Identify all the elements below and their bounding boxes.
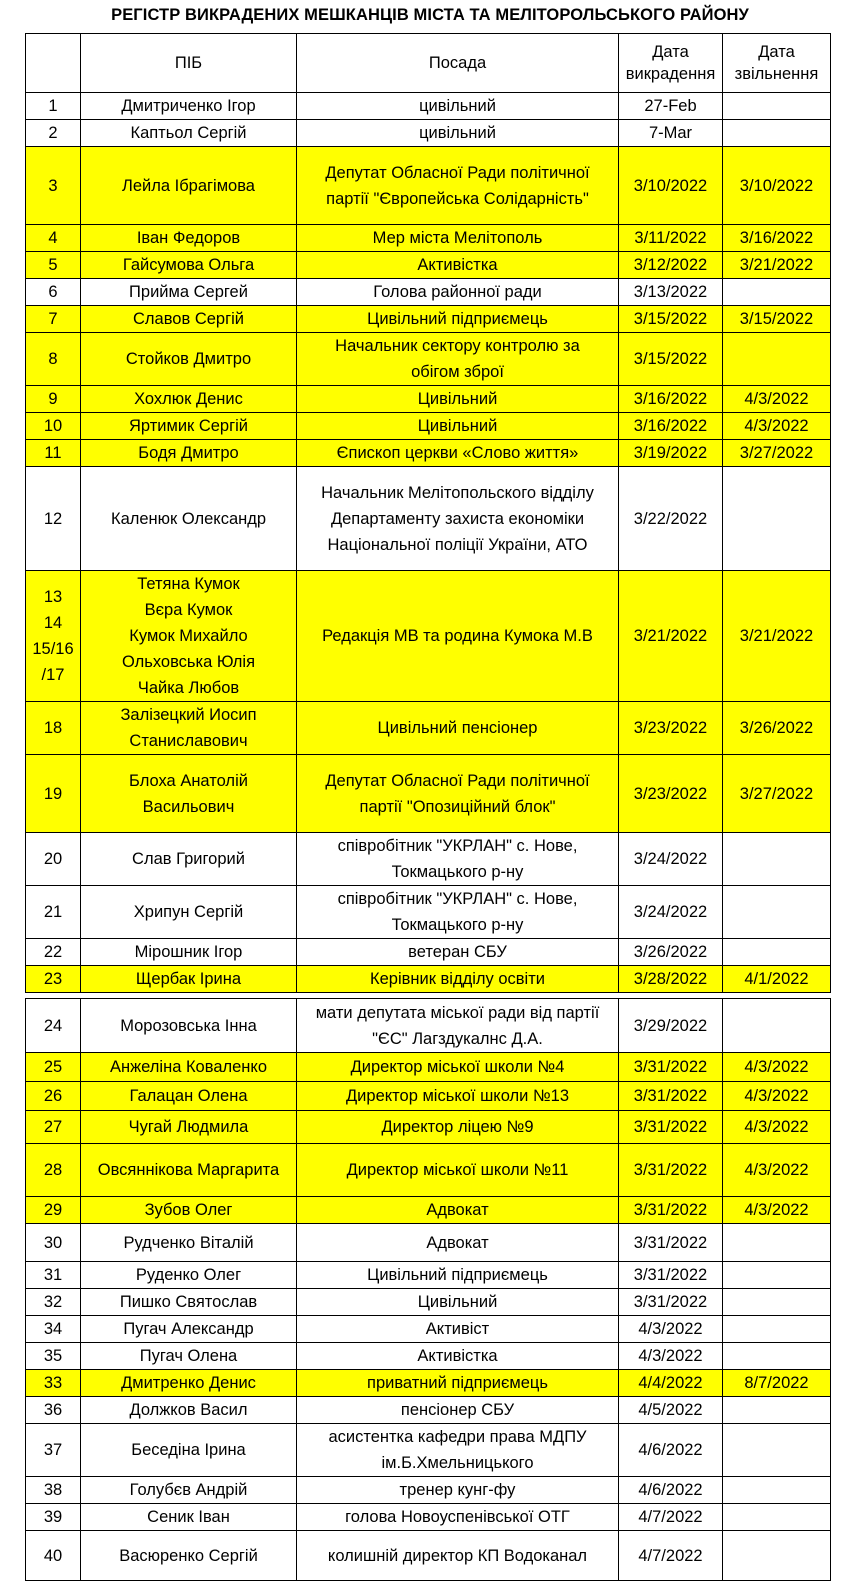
cell-date-abducted: 3/10/2022 (619, 147, 723, 225)
cell-date-released (723, 279, 831, 306)
cell-name: Лейла Ібрагімова (81, 147, 297, 225)
cell-name: Прийма Сергей (81, 279, 297, 306)
cell-date-released: 4/3/2022 (723, 1197, 831, 1224)
cell-position: колишній директор КП Водоканал (297, 1531, 619, 1581)
table-row (26, 1397, 831, 1424)
header-date-released: Дата звільнення (723, 34, 831, 93)
cell-name: Хохлюк Денис (81, 386, 297, 413)
abductees-table (25, 33, 831, 1581)
table-row (26, 1531, 831, 1581)
cell-date-abducted: 3/31/2022 (619, 1197, 723, 1224)
cell-date-abducted: 4/3/2022 (619, 1316, 723, 1343)
cell-name: Каптьол Сергій (81, 120, 297, 147)
cell-date-abducted: 3/31/2022 (619, 1262, 723, 1289)
cell-date-released: 3/10/2022 (723, 147, 831, 225)
cell-position: співробітник "УКРЛАН" с. Нове, Токмацького р-ну (297, 833, 619, 886)
cell-no: 10 (26, 413, 81, 440)
cell-no: 27 (26, 1111, 81, 1144)
cell-position: Директор ліцею №9 (297, 1111, 619, 1144)
cell-position: Директор міської школи №11 (297, 1144, 619, 1197)
table-row (26, 440, 831, 467)
table-row (26, 386, 831, 413)
page-title: РЕГІСТР ВИКРАДЕНИХ МЕШКАНЦІВ МІСТА ТА МЕЛІТОРОЛЬСЬКОГО РАЙОНУ (111, 6, 749, 24)
cell-position: Цивільний (297, 386, 619, 413)
cell-name: Рудченко Віталій (81, 1224, 297, 1262)
cell-date-released: 4/1/2022 (723, 966, 831, 993)
cell-date-released: 3/27/2022 (723, 755, 831, 833)
cell-no: 37 (26, 1424, 81, 1477)
cell-date-abducted: 4/4/2022 (619, 1370, 723, 1397)
cell-no: 40 (26, 1531, 81, 1581)
cell-name: Блоха Анатолій Васильович (81, 755, 297, 833)
cell-name: Голубєв Андрій (81, 1477, 297, 1504)
cell-name: Галацан Олена (81, 1082, 297, 1111)
cell-name: Щербак Ірина (81, 966, 297, 993)
table-row (26, 93, 831, 120)
cell-name: Пишко Святослав (81, 1289, 297, 1316)
cell-position: цивільний (297, 120, 619, 147)
cell-date-abducted: 3/31/2022 (619, 1111, 723, 1144)
cell-no: 25 (26, 1053, 81, 1082)
table-row (26, 1144, 831, 1197)
cell-name: Руденко Олег (81, 1262, 297, 1289)
cell-position: ветеран СБУ (297, 939, 619, 966)
cell-date-released (723, 1397, 831, 1424)
cell-date-abducted: 3/19/2022 (619, 440, 723, 467)
cell-position: Цивільний (297, 1289, 619, 1316)
cell-date-released (723, 939, 831, 966)
cell-date-abducted: 3/15/2022 (619, 306, 723, 333)
cell-name: Сеник Іван (81, 1504, 297, 1531)
cell-no: 19 (26, 755, 81, 833)
cell-date-abducted: 3/21/2022 (619, 571, 723, 702)
table-row (26, 306, 831, 333)
cell-date-released: 3/21/2022 (723, 252, 831, 279)
cell-date-abducted: 3/26/2022 (619, 939, 723, 966)
cell-position: Активістка (297, 1343, 619, 1370)
cell-position: Директор міської школи №13 (297, 1082, 619, 1111)
table-row (26, 1224, 831, 1262)
cell-date-released: 8/7/2022 (723, 1370, 831, 1397)
cell-date-released: 4/3/2022 (723, 413, 831, 440)
cell-position: Керівник відділу освіти (297, 966, 619, 993)
cell-date-released (723, 1424, 831, 1477)
cell-date-abducted: 4/7/2022 (619, 1531, 723, 1581)
table-row (26, 1262, 831, 1289)
cell-date-released (723, 1289, 831, 1316)
table-row (26, 147, 831, 225)
cell-position: пенсіонер СБУ (297, 1397, 619, 1424)
cell-position: Мер міста Мелітополь (297, 225, 619, 252)
cell-position: Адвокат (297, 1224, 619, 1262)
table-row (26, 333, 831, 386)
cell-date-abducted: 3/31/2022 (619, 1289, 723, 1316)
cell-no: 11 (26, 440, 81, 467)
cell-no: 22 (26, 939, 81, 966)
cell-date-released (723, 467, 831, 571)
cell-date-abducted: 3/12/2022 (619, 252, 723, 279)
cell-name: Беседіна Ірина (81, 1424, 297, 1477)
cell-position: Начальник сектору контролю за обігом зброї (297, 333, 619, 386)
cell-date-abducted: 3/28/2022 (619, 966, 723, 993)
cell-position: Єпископ церкви «Слово життя» (297, 440, 619, 467)
cell-no: 18 (26, 702, 81, 755)
table-row (26, 1289, 831, 1316)
cell-no: 34 (26, 1316, 81, 1343)
cell-date-abducted: 3/31/2022 (619, 1144, 723, 1197)
cell-position: Цивільний (297, 413, 619, 440)
cell-no: 33 (26, 1370, 81, 1397)
cell-date-abducted: 3/16/2022 (619, 413, 723, 440)
table-row (26, 571, 831, 702)
cell-date-abducted: 3/31/2022 (619, 1053, 723, 1082)
cell-date-abducted: 4/6/2022 (619, 1477, 723, 1504)
table-row (26, 966, 831, 993)
cell-no: 13 14 15/16 /17 (26, 571, 81, 702)
cell-name: Овсяннікова Маргарита (81, 1144, 297, 1197)
cell-name: Яртимик Сергій (81, 413, 297, 440)
table-row (26, 939, 831, 966)
cell-date-abducted: 3/16/2022 (619, 386, 723, 413)
cell-name: Іван Федоров (81, 225, 297, 252)
cell-date-released (723, 1262, 831, 1289)
cell-position: мати депутата міської ради від партії "ЄС" Лагздукалнс Д.А. (297, 999, 619, 1053)
header-name: ПІБ (81, 34, 297, 93)
cell-no: 36 (26, 1397, 81, 1424)
table-row (26, 833, 831, 886)
cell-date-released (723, 1343, 831, 1370)
cell-date-released (723, 1504, 831, 1531)
cell-date-released (723, 1224, 831, 1262)
cell-position: Депутат Обласної Ради політичної партії "Опозиційний блок" (297, 755, 619, 833)
cell-date-released: 3/16/2022 (723, 225, 831, 252)
cell-name: Васюренко Сергій (81, 1531, 297, 1581)
cell-name: Чугай Людмила (81, 1111, 297, 1144)
cell-date-released (723, 1316, 831, 1343)
cell-date-abducted: 4/6/2022 (619, 1424, 723, 1477)
cell-no: 32 (26, 1289, 81, 1316)
cell-no: 30 (26, 1224, 81, 1262)
cell-position: голова Новоуспенівської ОТГ (297, 1504, 619, 1531)
cell-date-abducted: 3/31/2022 (619, 1082, 723, 1111)
cell-position: Цивільний пенсіонер (297, 702, 619, 755)
cell-date-abducted: 3/11/2022 (619, 225, 723, 252)
cell-no: 5 (26, 252, 81, 279)
cell-date-released: 4/3/2022 (723, 386, 831, 413)
table-row (26, 1053, 831, 1082)
cell-date-released (723, 833, 831, 886)
table-row (26, 279, 831, 306)
cell-date-released (723, 1477, 831, 1504)
cell-position: цивільний (297, 93, 619, 120)
cell-no: 29 (26, 1197, 81, 1224)
cell-date-abducted: 3/24/2022 (619, 833, 723, 886)
cell-position: Начальник Мелітопольского відділу Департаменту захиста економіки Національної поліції України, АТО (297, 467, 619, 571)
header-position: Посада (297, 34, 619, 93)
cell-date-abducted: 4/5/2022 (619, 1397, 723, 1424)
cell-date-released (723, 999, 831, 1053)
cell-name: Должков Васил (81, 1397, 297, 1424)
table-row (26, 252, 831, 279)
cell-no: 20 (26, 833, 81, 886)
cell-date-abducted: 3/15/2022 (619, 333, 723, 386)
cell-date-released: 4/3/2022 (723, 1111, 831, 1144)
cell-no: 35 (26, 1343, 81, 1370)
cell-name: Бодя Дмитро (81, 440, 297, 467)
cell-name: Морозовська Інна (81, 999, 297, 1053)
cell-position: Адвокат (297, 1197, 619, 1224)
cell-name: Дмитриченко Ігор (81, 93, 297, 120)
table-row (26, 225, 831, 252)
cell-date-abducted: 3/29/2022 (619, 999, 723, 1053)
cell-position: приватний підприємець (297, 1370, 619, 1397)
cell-no: 28 (26, 1144, 81, 1197)
cell-no: 38 (26, 1477, 81, 1504)
cell-date-abducted: 27-Feb (619, 93, 723, 120)
cell-no: 21 (26, 886, 81, 939)
cell-name: Анжеліна Коваленко (81, 1053, 297, 1082)
table-row (26, 702, 831, 755)
table-row (26, 1424, 831, 1477)
table-row (26, 120, 831, 147)
cell-name: Зубов Олег (81, 1197, 297, 1224)
cell-position: тренер кунг-фу (297, 1477, 619, 1504)
table-row (26, 1111, 831, 1144)
table-row (26, 1370, 831, 1397)
cell-position: Редакція МВ та родина Кумока М.В (297, 571, 619, 702)
table-row (26, 1197, 831, 1224)
cell-name: Залізецкий Иосип Станиславович (81, 702, 297, 755)
cell-no: 7 (26, 306, 81, 333)
cell-name: Славов Сергій (81, 306, 297, 333)
cell-date-released: 3/26/2022 (723, 702, 831, 755)
table-row (26, 1477, 831, 1504)
cell-name: Гайсумова Ольга (81, 252, 297, 279)
cell-no: 6 (26, 279, 81, 306)
table-row (26, 1082, 831, 1111)
cell-name: Пугач Александр (81, 1316, 297, 1343)
table-row (26, 1343, 831, 1370)
table-row (26, 755, 831, 833)
cell-no: 23 (26, 966, 81, 993)
cell-no: 2 (26, 120, 81, 147)
cell-date-released: 4/3/2022 (723, 1053, 831, 1082)
cell-position: асистентка кафедри права МДПУ ім.Б.Хмельницького (297, 1424, 619, 1477)
cell-no: 39 (26, 1504, 81, 1531)
cell-name: Дмитренко Денис (81, 1370, 297, 1397)
cell-position: Активіст (297, 1316, 619, 1343)
cell-position: Депутат Обласної Ради політичної партії "Європейська Солідарність" (297, 147, 619, 225)
cell-position: Директор міської школи №4 (297, 1053, 619, 1082)
cell-date-abducted: 3/24/2022 (619, 886, 723, 939)
cell-no: 9 (26, 386, 81, 413)
table-row (26, 1504, 831, 1531)
cell-date-released: 3/21/2022 (723, 571, 831, 702)
cell-name: Каленюк Олександр (81, 467, 297, 571)
table-row (26, 413, 831, 440)
cell-date-released (723, 1531, 831, 1581)
cell-name: Хрипун Сергій (81, 886, 297, 939)
table-row (26, 999, 831, 1053)
cell-position: Цивільний підприємець (297, 306, 619, 333)
cell-no: 3 (26, 147, 81, 225)
cell-date-abducted: 3/22/2022 (619, 467, 723, 571)
table-row (26, 1316, 831, 1343)
cell-date-released (723, 93, 831, 120)
cell-date-abducted: 3/23/2022 (619, 755, 723, 833)
cell-name: Слав Григорий (81, 833, 297, 886)
header-row (26, 34, 831, 93)
cell-position: Голова районної ради (297, 279, 619, 306)
cell-no: 12 (26, 467, 81, 571)
cell-name: Мірошник Ігор (81, 939, 297, 966)
cell-date-released: 3/27/2022 (723, 440, 831, 467)
cell-date-abducted: 4/3/2022 (619, 1343, 723, 1370)
cell-no: 24 (26, 999, 81, 1053)
cell-position: Цивільний підприємець (297, 1262, 619, 1289)
cell-date-released: 4/3/2022 (723, 1082, 831, 1111)
cell-name: Стойков Дмитро (81, 333, 297, 386)
cell-name: Тетяна Кумок Вєра Кумок Кумок Михайло Ольховська Юлія Чайка Любов (81, 571, 297, 702)
table-row (26, 467, 831, 571)
header-no (26, 34, 81, 93)
cell-date-abducted: 3/31/2022 (619, 1224, 723, 1262)
cell-date-abducted: 4/7/2022 (619, 1504, 723, 1531)
cell-position: Активістка (297, 252, 619, 279)
cell-name: Пугач Олена (81, 1343, 297, 1370)
table-row (26, 886, 831, 939)
cell-date-abducted: 3/13/2022 (619, 279, 723, 306)
cell-date-abducted: 7-Mar (619, 120, 723, 147)
cell-no: 31 (26, 1262, 81, 1289)
cell-no: 26 (26, 1082, 81, 1111)
cell-date-released (723, 120, 831, 147)
cell-date-released (723, 886, 831, 939)
header-date-abducted: Дата викрадення (619, 34, 723, 93)
cell-position: співробітник "УКРЛАН" с. Нове, Токмацького р-ну (297, 886, 619, 939)
cell-date-released (723, 333, 831, 386)
cell-no: 8 (26, 333, 81, 386)
cell-date-released: 3/15/2022 (723, 306, 831, 333)
cell-no: 1 (26, 93, 81, 120)
cell-date-released: 4/3/2022 (723, 1144, 831, 1197)
cell-no: 4 (26, 225, 81, 252)
cell-date-abducted: 3/23/2022 (619, 702, 723, 755)
